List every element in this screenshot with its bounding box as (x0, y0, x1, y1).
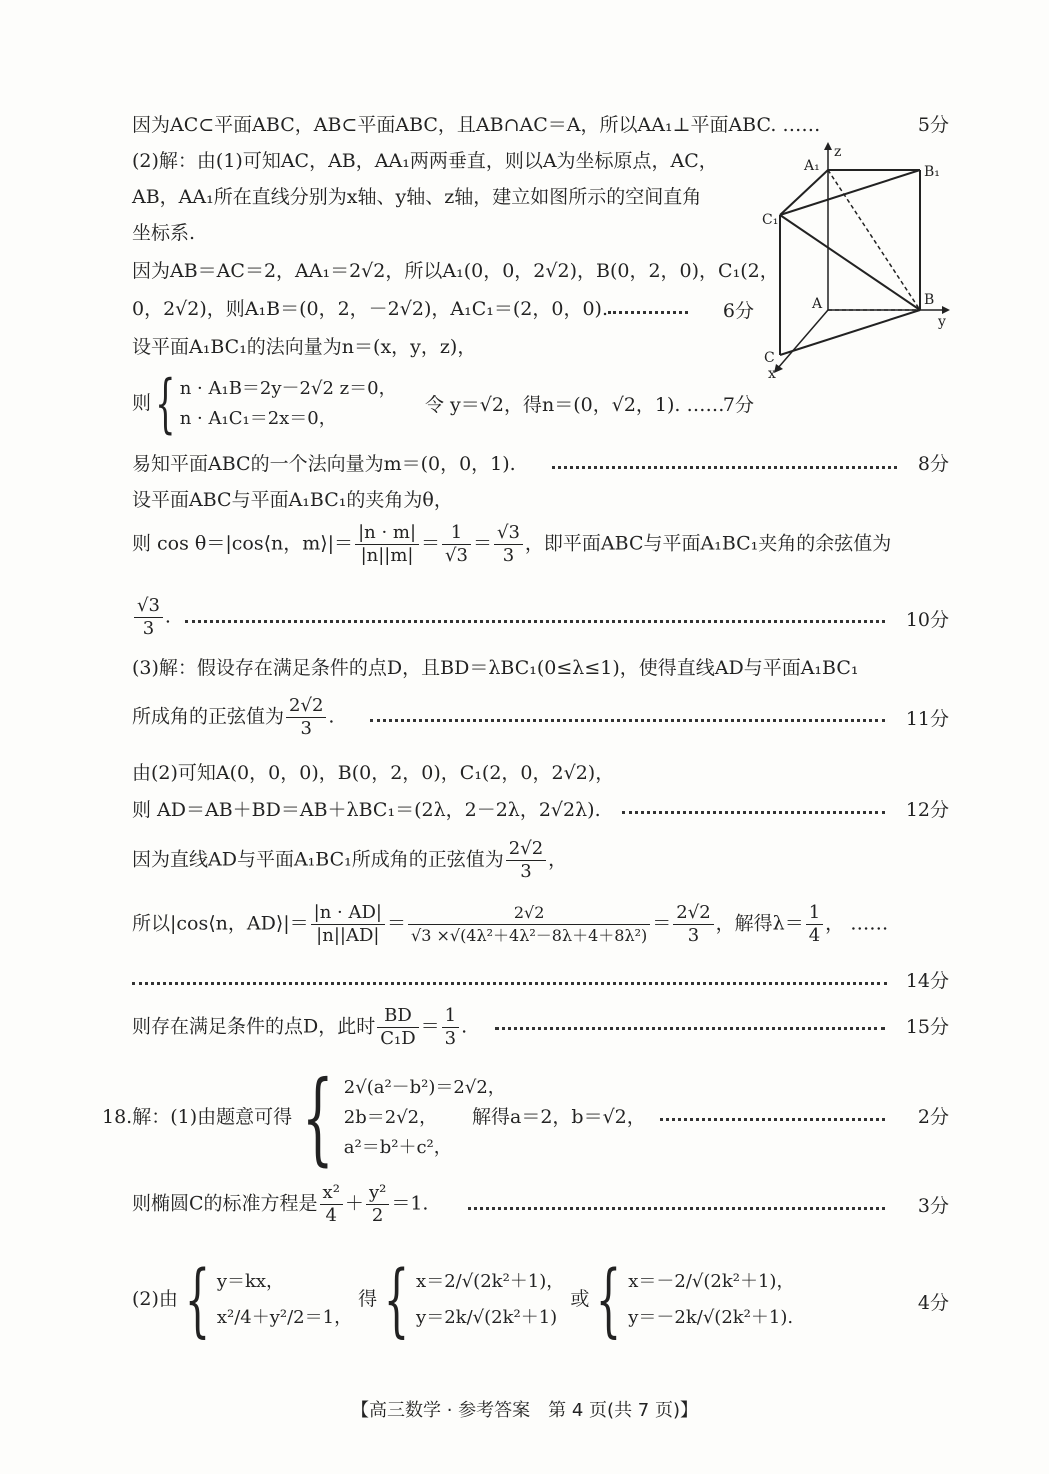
text: 因为直线AD与平面A₁BC₁所成角的正弦值为 (132, 848, 504, 871)
dot-leader (370, 719, 885, 722)
row: x＝－2/√(2k²＋1)， (628, 1271, 795, 1292)
dot-leader (468, 1207, 885, 1210)
equation-system (132, 367, 397, 441)
dot-leader (132, 982, 887, 985)
text: ， …… (825, 912, 889, 935)
edge (780, 310, 920, 355)
fraction: $\frac{1}{√3}$ (442, 522, 471, 567)
formula-line: 则存在满足条件的点D，此时 $\frac{BD}{\text{C₁D}}$ ＝ $\frac{1}{3}$ . (132, 1005, 468, 1049)
text-line: 设平面ABC与平面A₁BC₁的夹角为θ， (132, 489, 453, 511)
system-rows (180, 374, 397, 434)
geometry-figure (760, 140, 960, 380)
text-line: 坐标系. (132, 222, 196, 244)
equation-system (102, 1059, 506, 1176)
formula-line: $\frac{√3}{3}$ . (132, 595, 171, 640)
text: 所成角的正弦值为 (132, 705, 285, 728)
fraction: $\frac{\text{x²}}{4}$ (320, 1182, 343, 1227)
score: 3分 (917, 1195, 949, 1217)
system-rows (416, 1264, 564, 1336)
text-line: 因为AB＝AC＝2，AA₁＝2√2，所以A₁(0，0，2√2)，B(0，2，0)，C₁(2， (132, 260, 779, 282)
formula-line: 则 cos θ＝|cos⟨n，m⟩|＝ $\frac{|n \cdot m|}{|n||m|}$ ＝ $\frac{1}{√3}$ ＝ $\frac{√3}{3}$ ，即平面ABC与平面A₁BC₁夹角的余弦值为 (132, 522, 892, 566)
score: 10分 (905, 609, 949, 631)
score: 12分 (905, 799, 949, 821)
text-line: 解得a＝2，b＝√2， (472, 1106, 646, 1128)
label-B1: B₁ (924, 164, 940, 180)
score: 5分 (917, 114, 949, 136)
text-line: 因为AC⊂平面ABC，AB⊂平面ABC，且AB∩AC＝A，所以AA₁⊥平面ABC. …… (132, 114, 821, 136)
label-y: y (938, 314, 946, 330)
system-rows (217, 1264, 352, 1336)
dot-leader (622, 811, 885, 814)
score: 15分 (905, 1016, 949, 1038)
fraction: $\frac{2√2}{3}$ (673, 902, 713, 947)
text-line: 则 AD＝AB＋BD＝AB＋λBC₁＝(2λ，2－2λ，2√2λ). (132, 799, 601, 821)
row: 2√(a²－b²)＝2√2， (343, 1077, 506, 1098)
fraction: $\frac{1}{4}$ (806, 902, 823, 947)
edge (780, 170, 920, 215)
dot-leader (495, 1027, 885, 1030)
row: n · A₁C₁＝2x＝0， (179, 408, 337, 429)
brace: { (383, 1253, 410, 1346)
fraction: $\frac{|n \cdot AD|}{|n||AD|}$ (311, 902, 385, 947)
text: 则 (132, 392, 152, 414)
text: ＝1. (391, 1192, 429, 1215)
text-line: 易知平面ABC的一个法向量为m＝(0，0，1). (132, 453, 516, 475)
text-line: 由(2)可知A(0，0，0)，B(0，2，0)，C₁(2，0，2√2)， (132, 762, 615, 784)
row: x＝2/√(2k²＋1)， (416, 1271, 565, 1292)
label-x: x (768, 366, 776, 380)
score: 6分 (722, 300, 754, 322)
formula-line: 则椭圆C的标准方程是 $\frac{\text{x²}}{4}$ ＋ $\frac{\text{y²}}{2}$ ＝1. (132, 1182, 429, 1226)
x-axis (778, 310, 828, 368)
equation-system (132, 1253, 795, 1346)
text: 则 cos θ＝|cos⟨n，m⟩|＝ (132, 532, 354, 555)
fraction: $\frac{|n \cdot m|}{|n||m|}$ (355, 522, 419, 567)
edge (780, 215, 920, 310)
formula-line: 所成角的正弦值为 $\frac{2√2}{3}$ . (132, 695, 335, 739)
text: ，解得λ＝ (715, 912, 804, 935)
text: 所以|cos⟨n，AD⟩|＝ (132, 912, 309, 935)
row: y＝2k/√(2k²＋1) (416, 1307, 558, 1328)
row: 2b＝2√2， (343, 1107, 438, 1128)
text-line: 设平面A₁BC₁的法向量为n＝(x，y，z)， (132, 336, 477, 358)
text-line: 0，2√2)，则A₁B＝(0，2，－2√2)，A₁C₁＝(2，0，0). (132, 298, 608, 320)
label-A1: A₁ (804, 158, 820, 174)
dot-leader (608, 311, 688, 314)
fraction: $\frac{BD}{\text{C₁D}}$ (377, 1005, 418, 1050)
fraction: $\frac{2√2}{3}$ (506, 838, 546, 883)
label-C: C (764, 350, 775, 366)
dashed-edge (828, 170, 920, 310)
row: a²＝b²＋c²， (343, 1137, 452, 1158)
text: ，即平面ABC与平面A₁BC₁夹角的余弦值为 (524, 532, 892, 555)
fraction: $\frac{2√2}{\text{√3 ×√(4λ²＋4λ²－8λ＋4＋8λ²)}}$ (408, 902, 650, 947)
score: 14分 (905, 970, 949, 992)
text: (2)由 (132, 1288, 178, 1310)
score: 11分 (905, 708, 949, 730)
brace: { (302, 1059, 334, 1176)
label-z: z (834, 144, 842, 160)
text: 18.解：(1)由题意可得 (102, 1106, 293, 1128)
dot-leader (552, 466, 897, 469)
brace: { (155, 367, 176, 441)
page-footer: 【高三数学 · 参考答案 第 4 页(共 7 页)】 (351, 1400, 698, 1421)
score: 7分 (722, 394, 754, 416)
text: 或 (570, 1288, 590, 1310)
formula-line: 所以|cos⟨n，AD⟩|＝ $\frac{|n \cdot AD|}{|n||AD|}$ ＝ $\frac{2√2}{\text{√3 ×√(4λ²＋4λ²－8λ＋4＋8λ²)}}$ ＝ $\frac{2√2}{3}$ ，解得λ＝ $\frac{1}{4}$ ， …… (132, 902, 889, 946)
brace: { (596, 1253, 622, 1346)
row: x²/4＋y²/2＝1， (216, 1307, 353, 1328)
text: 则存在满足条件的点D，此时 (132, 1015, 376, 1038)
text-line: 令 y＝√2，得n＝(0，√2，1). …… (425, 394, 725, 416)
text: 则椭圆C的标准方程是 (132, 1192, 318, 1215)
row: y＝－2k/√(2k²＋1). (628, 1307, 794, 1328)
fraction: $\frac{\text{y²}}{2}$ (366, 1182, 389, 1227)
formula-line: 因为直线AD与平面A₁BC₁所成角的正弦值为 $\frac{2√2}{3}$ ， (132, 838, 568, 882)
label-B: B (924, 292, 935, 308)
fraction: $\frac{√3}{3}$ (494, 522, 523, 567)
row: n · A₁B＝2y－2√2 z＝0， (179, 378, 397, 399)
text-line: AB，AA₁所在直线分别为x轴、y轴、z轴，建立如图所示的空间直角 (132, 186, 702, 208)
fraction: $\frac{√3}{3}$ (134, 595, 163, 640)
text-line: (3)解：假设存在满足条件的点D，且BD＝λBC₁(0≤λ≤1)，使得直线AD与平面A₁BC₁ (132, 657, 859, 679)
text: 得 (358, 1288, 378, 1310)
score: 2分 (917, 1106, 949, 1128)
dot-leader (185, 620, 885, 623)
score: 4分 (917, 1292, 949, 1314)
label-C1: C₁ (762, 212, 779, 228)
system-rows (628, 1264, 794, 1336)
text-line: (2)解：由(1)可知AC，AB，AA₁两两垂直，则以A为坐标原点，AC， (132, 150, 718, 172)
score: 8分 (917, 453, 949, 475)
fraction: $\frac{2√2}{3}$ (286, 695, 326, 740)
dot-leader (660, 1118, 885, 1121)
label-A: A (812, 296, 823, 312)
fraction: $\frac{1}{3}$ (442, 1005, 459, 1050)
row: y＝kx， (216, 1271, 285, 1292)
brace: { (184, 1253, 211, 1346)
